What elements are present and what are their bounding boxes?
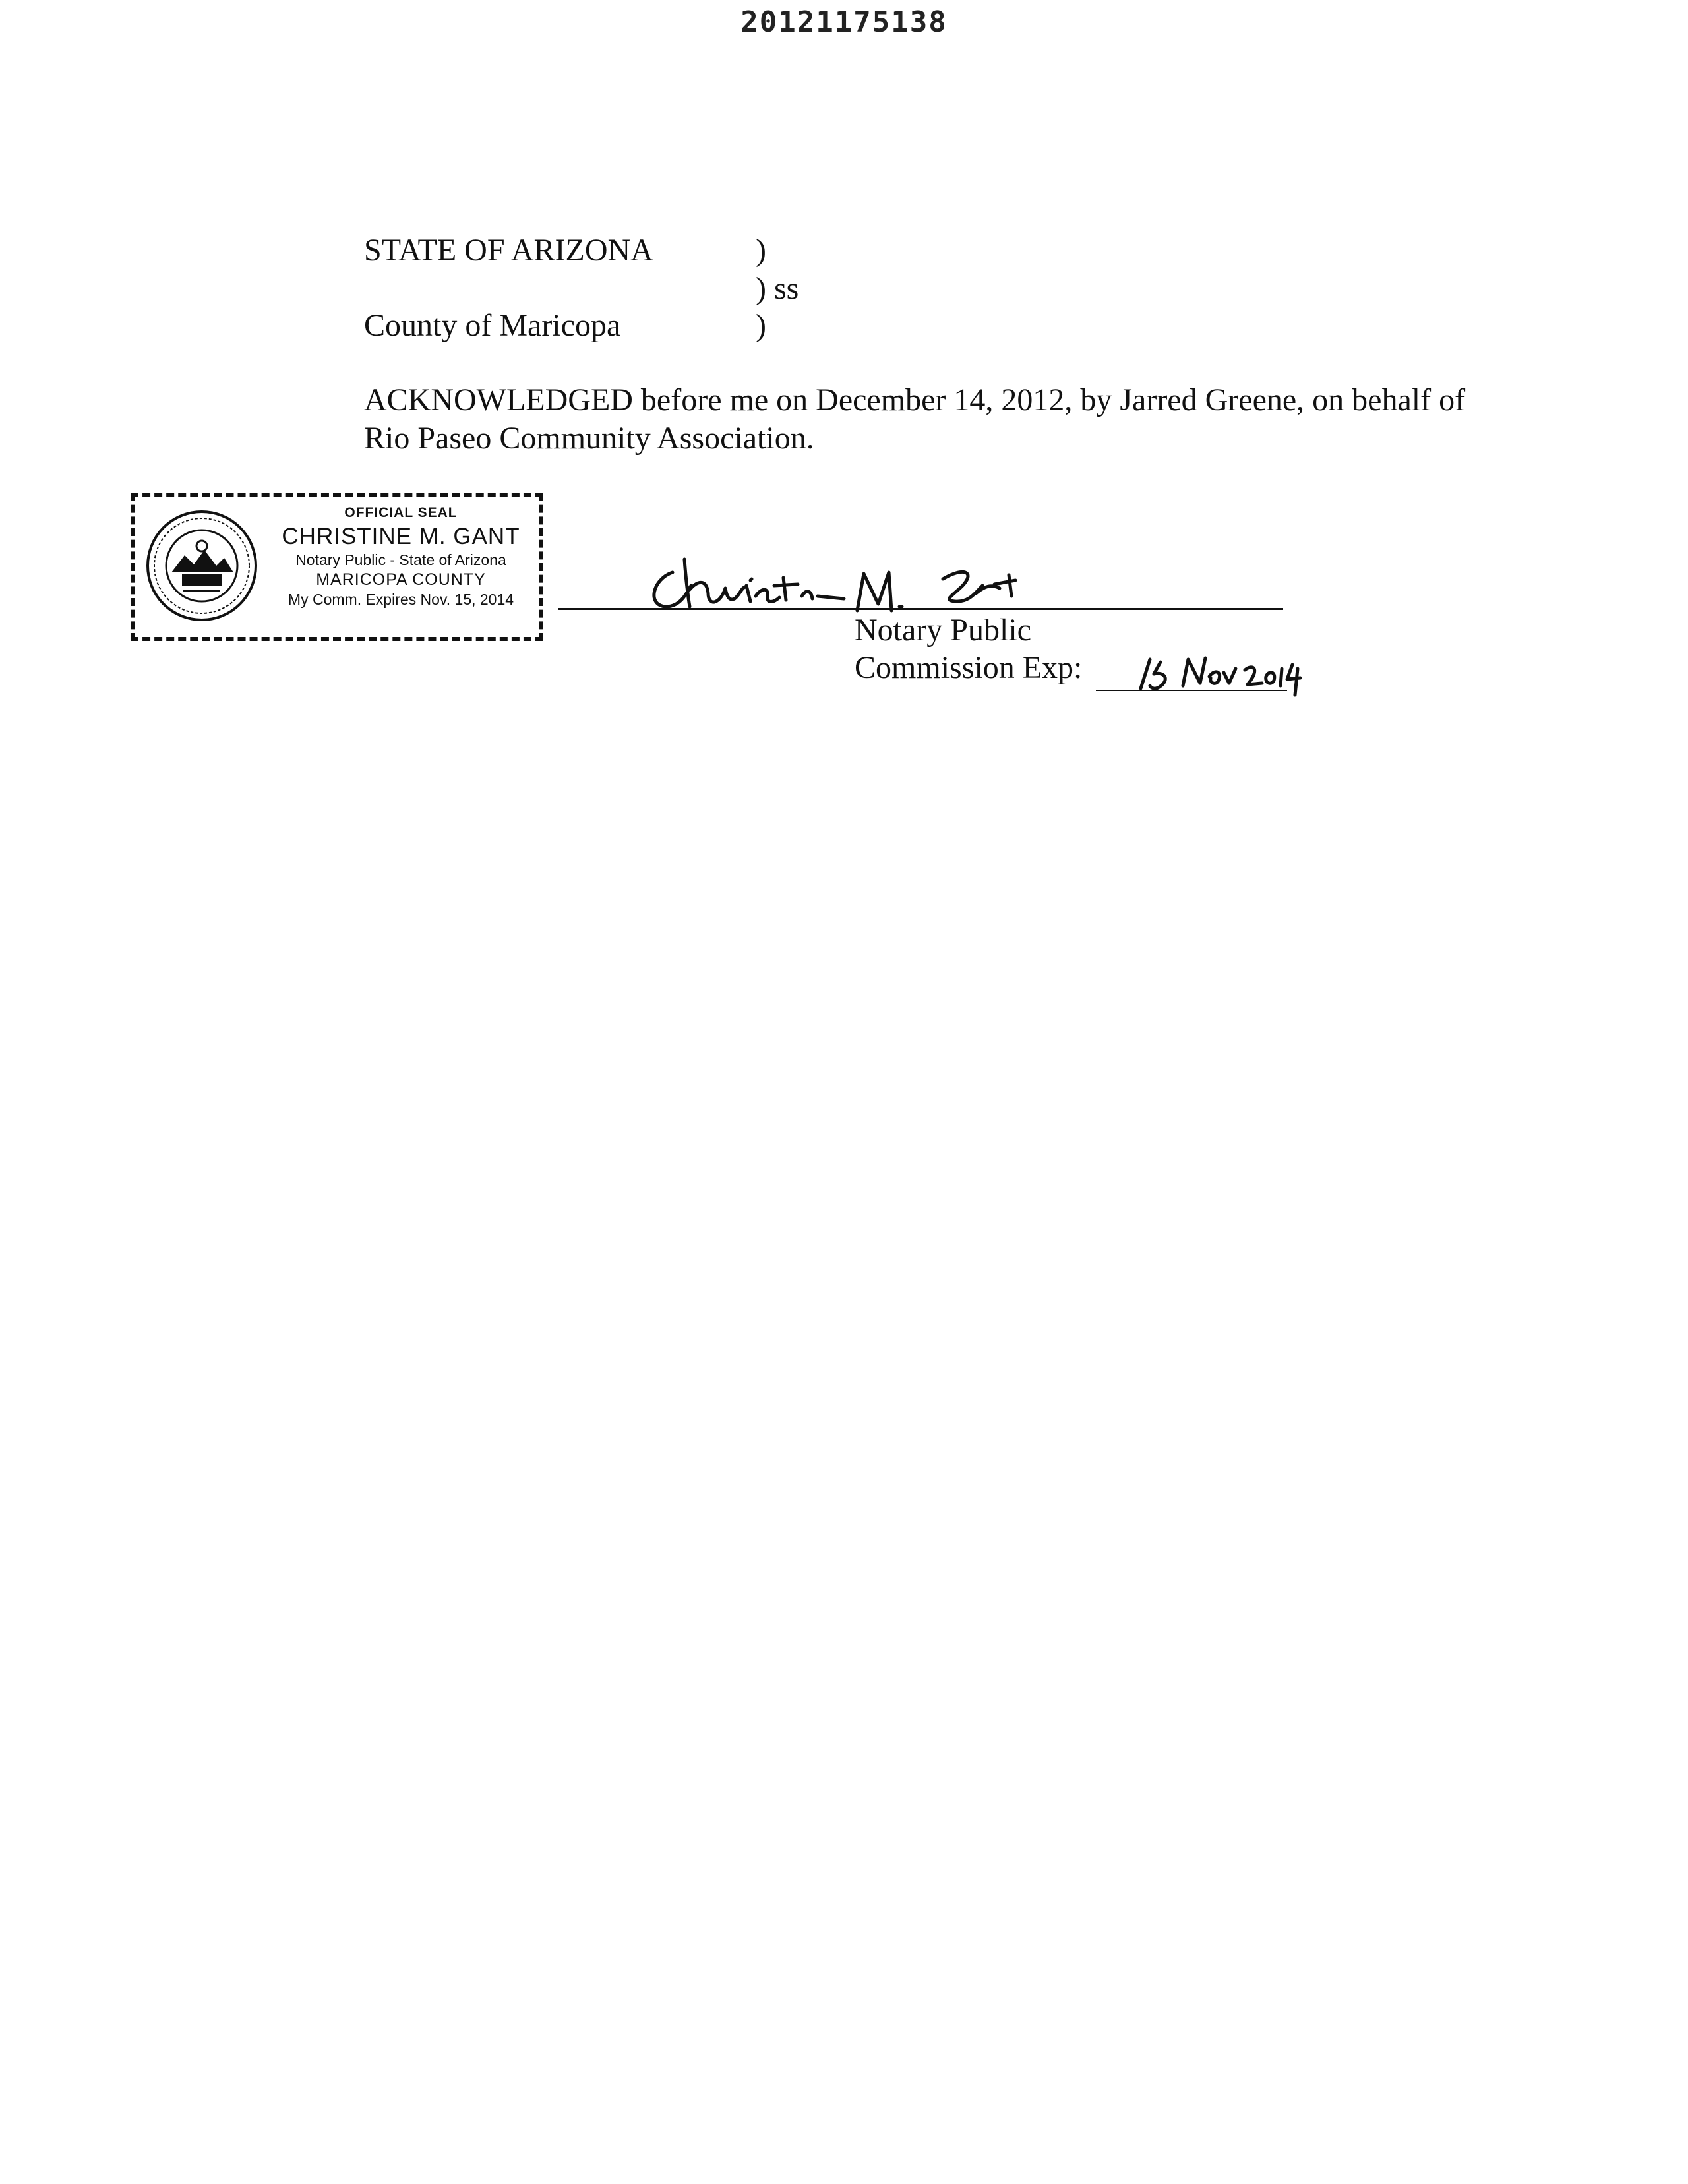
arizona-state-seal-icon bbox=[145, 509, 258, 622]
seal-heading: OFFICIAL SEAL bbox=[344, 505, 458, 520]
acknowledgment-line-2: Rio Paseo Community Association. bbox=[364, 421, 814, 456]
acknowledgment-line-1: ACKNOWLEDGED before me on December 14, 2012, by Jarred Greene, on behalf of bbox=[364, 382, 1466, 417]
document-number: 20121175138 bbox=[740, 5, 948, 39]
seal-notary-name: CHRISTINE M. GANT bbox=[282, 524, 520, 549]
venue-paren-close: ) bbox=[756, 308, 766, 343]
seal-county: MARICOPA COUNTY bbox=[316, 570, 486, 589]
commission-label: Commission Exp: bbox=[855, 650, 1083, 685]
venue-county: County of Maricopa bbox=[364, 308, 621, 343]
seal-expiration: My Comm. Expires Nov. 15, 2014 bbox=[287, 591, 514, 608]
venue-paren-open: ) bbox=[756, 233, 766, 268]
signature-line bbox=[558, 608, 1283, 610]
venue-state: STATE OF ARIZONA bbox=[364, 233, 653, 268]
venue-ss: ) ss bbox=[756, 271, 799, 306]
handwritten-commission-date bbox=[1131, 645, 1329, 698]
acknowledgment-text bbox=[364, 381, 1524, 458]
handwritten-signature bbox=[633, 533, 1134, 619]
seal-notary-state: Notary Public - State of Arizona bbox=[295, 551, 506, 568]
notary-title: Notary Public bbox=[855, 613, 1031, 648]
notary-seal-stamp bbox=[131, 493, 543, 641]
